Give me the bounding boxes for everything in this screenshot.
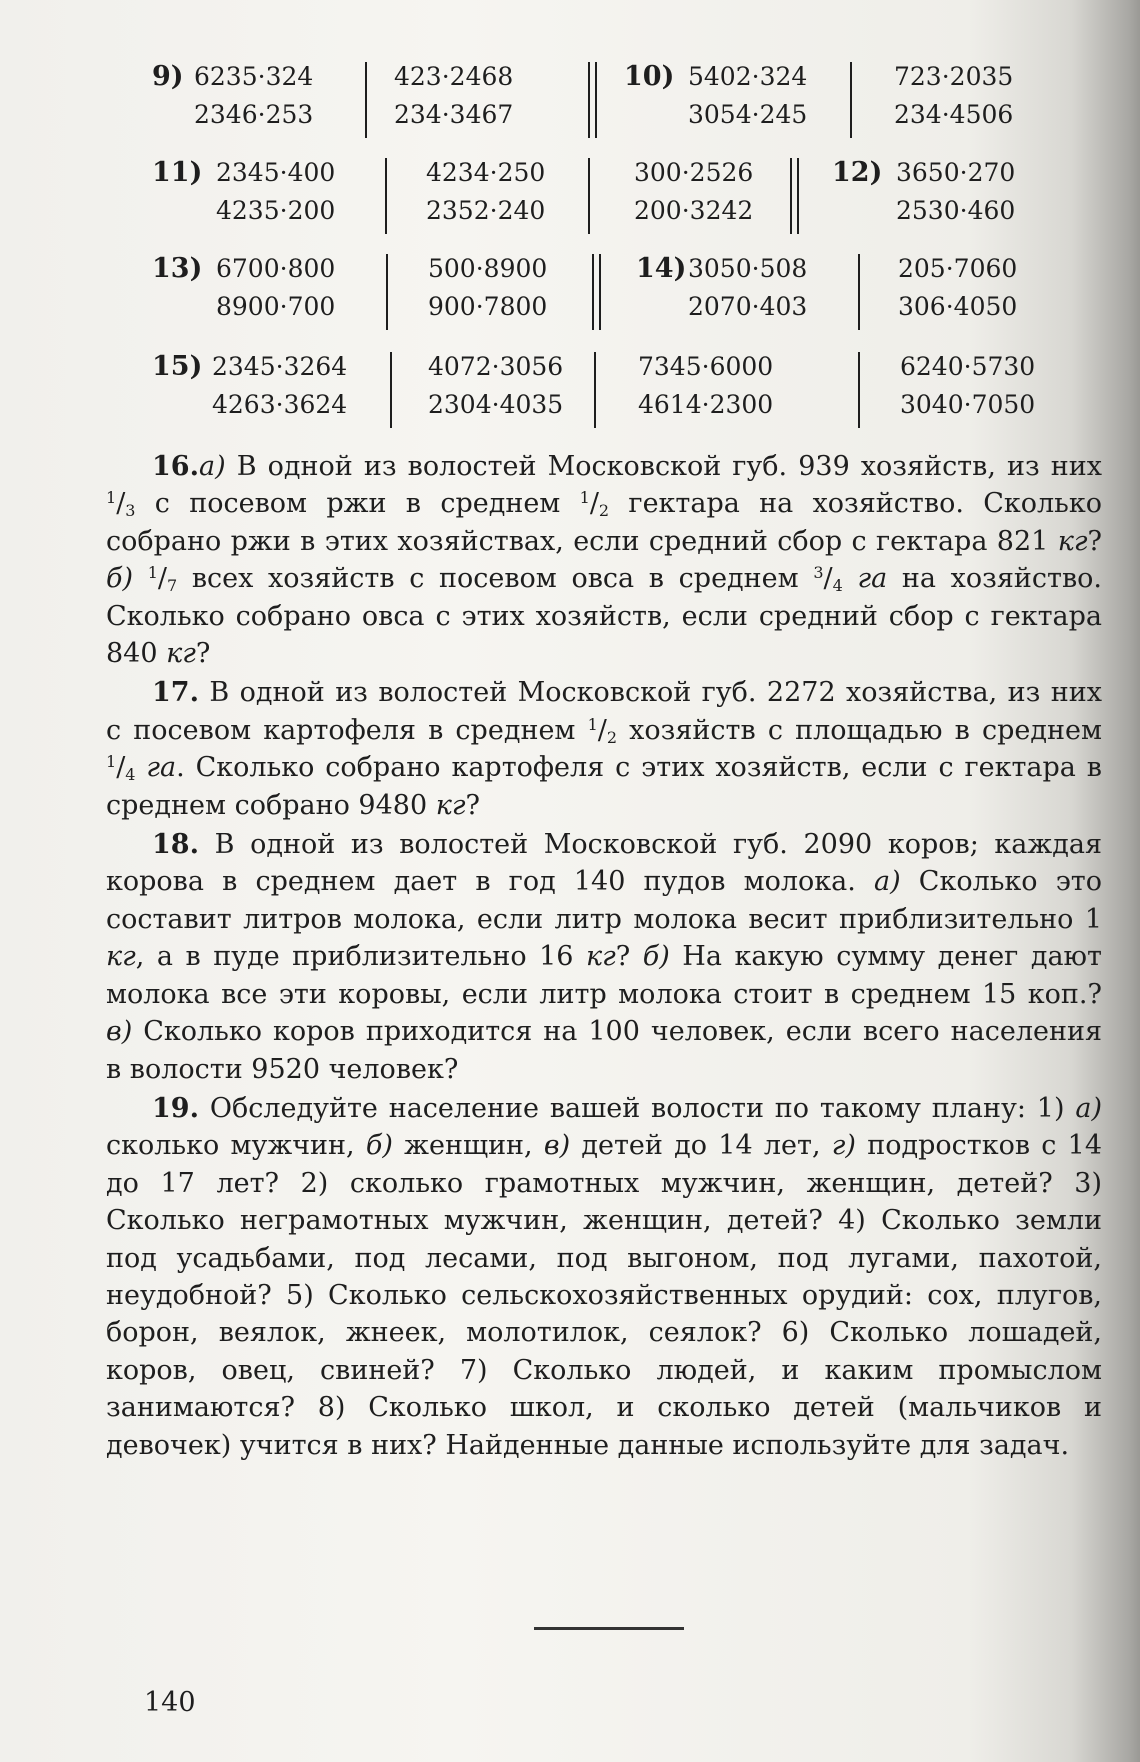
problem-19	[106, 1090, 1102, 1464]
fraction: $^1/_4$	[106, 752, 136, 785]
italic-term: б)	[642, 941, 670, 973]
problem-16	[106, 448, 1102, 672]
problem-text: В одной из волостей Московской губ. 2272 хозяйства, из них с посевом картофеля в среднем $^1/_2$ хозяйств с площадью в среднем $^1/_4$ га. Сколько собрано картофеля с этих хозяйств, если с гектара в среднем собрано 9480 кг?	[106, 677, 1102, 821]
column-divider	[365, 62, 367, 138]
exercise-pair: 3050·508 2070·403	[688, 254, 808, 321]
exercise-pair: 300·2526 200·3242	[634, 158, 754, 225]
exercise-label: 14)	[636, 253, 687, 284]
exercise-label: 9)	[152, 61, 184, 92]
exercise-pair: 423·2468 234·3467	[394, 62, 514, 129]
italic-term: га	[857, 563, 888, 595]
exercise-pair: 5402·324 3054·245	[688, 62, 808, 129]
fraction: $^1/_7$	[147, 563, 178, 596]
problem-text: В одной из волостей Московской губ. 2090 коров; каждая корова в среднем дает в год 140 пудов молока. а) Сколько это составит литров молока, если литр молока весит приблизительно 1 кг, а в пуде приблизительно 16 кг? б) На какую сумму денег дают молока все эти коровы, если литр молока стоит в среднем 15 коп.? в) Сколько коров приходится на 100 человек, если всего населения в волости 9520 человек?	[106, 829, 1103, 1085]
problem-17	[106, 674, 1102, 824]
fraction: $^1/_3$	[106, 488, 136, 521]
italic-term: в)	[543, 1130, 571, 1162]
exercise-pair: 4234·250 2352·240	[426, 158, 546, 225]
exercise-pair: 4072·3056 2304·4035	[428, 352, 564, 419]
exercise-pair: 500·8900 900·7800	[428, 254, 548, 321]
italic-term: кг	[106, 941, 136, 973]
exercise-pair: 723·2035 234·4506	[894, 62, 1014, 129]
column-divider	[386, 254, 388, 330]
italic-term: кг	[1057, 525, 1088, 557]
column-divider	[385, 158, 387, 234]
problem-number: 17.	[152, 677, 199, 709]
word-problems	[106, 448, 1102, 1466]
problem-text: а) В одной из волостей Московской губ. 939 хозяйств, из них $^1/_3$ с посевом ржи в среднем $^1/_2$ гектара на хозяйство. Сколько собрано ржи в этих хозяйствах, если средний сбор с гектара 821 кг? б) $^1/_7$ всех хозяйств с посевом овса в среднем $^3/_4$ га на хозяйство. Сколько собрано овса с этих хозяйств, если средний сбор с гектара 840 кг?	[106, 451, 1102, 670]
exercise-pair: 2345·400 4235·200	[216, 158, 336, 225]
exercise-pair: 6240·5730 3040·7050	[900, 352, 1036, 419]
page-number: 140	[144, 1687, 196, 1718]
problem-number: 18.	[152, 829, 199, 861]
exercise-label: 10)	[624, 61, 675, 92]
italic-term: а)	[874, 866, 901, 898]
italic-term: а)	[1075, 1092, 1102, 1124]
problem-number: 19.	[152, 1092, 199, 1124]
italic-term: б)	[106, 563, 134, 595]
exercise-label: 13)	[152, 253, 203, 284]
italic-term: га	[146, 752, 177, 784]
italic-term: кг	[435, 789, 466, 821]
problem-18	[106, 826, 1102, 1088]
italic-term: а)	[198, 451, 226, 482]
exercise-pair: 205·7060 306·4050	[898, 254, 1018, 321]
problem-number: 16.	[152, 451, 199, 482]
italic-term: в)	[106, 1016, 133, 1048]
italic-term: б)	[365, 1130, 393, 1162]
exercise-label: 11)	[152, 157, 203, 188]
problem-text: Обследуйте население вашей волости по такому плану: 1) а) сколько мужчин, б) женщин, в) детей до 14 лет, г) подростков с 14 до 17 лет? 2) сколько грамотных мужчин, женщин, детей? 3) Сколько неграмотных мужчин, женщин, детей? 4) Сколько земли под усадьбами, под лесами, под выгоном, под лугами, пахотой, неудобной? 5) Сколько сельскохозяйственных орудий: сох, плугов, борон, веялок, жнеек, молотилок, сеялок? 6) Сколько лошадей, коров, овец, свиней? 7) Сколько людей, и каким промыслом занимаются? 8) Сколько школ, и сколько детей (мальчиков и девочек) учится в них? Найденные данные используйте для задач.	[106, 1092, 1102, 1461]
column-divider	[588, 158, 590, 234]
exercise-label: 15)	[152, 351, 203, 382]
exercise-pair: 6700·800 8900·700	[216, 254, 336, 321]
column-divider	[594, 352, 596, 428]
exercise-pair: 7345·6000 4614·2300	[638, 352, 774, 419]
exercise-pair: 6235·324 2346·253	[194, 62, 314, 129]
double-divider	[588, 62, 597, 138]
fraction: $^1/_2$	[587, 714, 618, 747]
exercise-pair: 3650·270 2530·460	[896, 158, 1016, 225]
column-divider	[858, 352, 860, 428]
double-divider	[592, 254, 601, 330]
italic-term: кг	[585, 941, 616, 973]
fraction: $^1/_2$	[579, 488, 610, 521]
double-divider	[790, 158, 799, 234]
multiplication-exercises	[0, 0, 1140, 420]
column-divider	[858, 254, 860, 330]
italic-term: кг	[166, 638, 196, 670]
fraction: $^3/_4$	[813, 563, 843, 596]
section-rule	[534, 1627, 684, 1630]
column-divider	[390, 352, 392, 428]
italic-term: г)	[831, 1130, 856, 1162]
column-divider	[850, 62, 852, 138]
exercise-label: 12)	[832, 157, 883, 188]
exercise-pair: 2345·3264 4263·3624	[212, 352, 348, 419]
